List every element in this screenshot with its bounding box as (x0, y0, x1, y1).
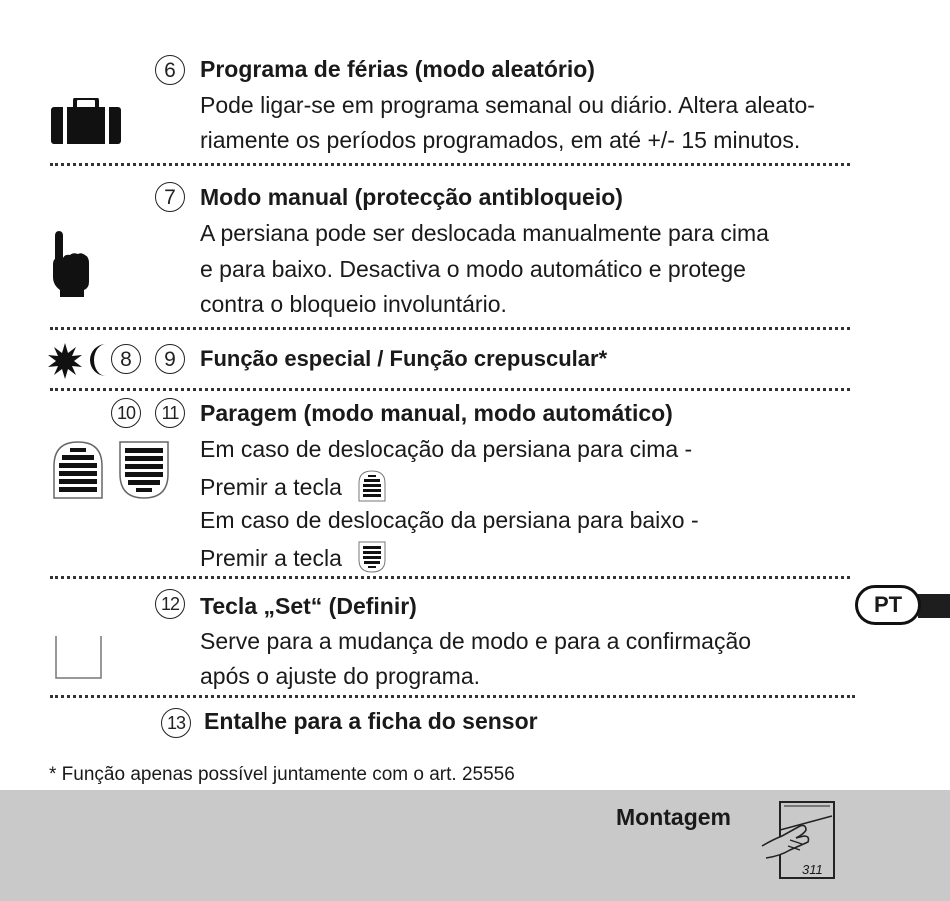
section-10-11-line-3: Em caso de deslocação da persiana para baixo - (200, 507, 699, 533)
section-6-line-1: Pode ligar-se em programa semanal ou diário. Altera aleato- (200, 92, 815, 118)
section-6-line-2: riamente os períodos programados, em até +/- 15 minutos. (200, 127, 801, 153)
item-number-8: 8 (111, 344, 141, 374)
footnote: * Função apenas possível juntamente com o art. 25556 (49, 764, 515, 785)
press-key-label: Premir a tecla (200, 545, 342, 572)
item-number-13: 13 (161, 708, 191, 738)
section-12-title: Tecla „Set“ (Definir) (200, 593, 417, 619)
up-key-icon (52, 440, 104, 505)
item-number-9: 9 (155, 344, 185, 374)
divider (50, 388, 850, 391)
section-12-line-2: após o ajuste do programa. (200, 663, 481, 689)
section-10-11-line-4 (200, 541, 386, 579)
section-7-title: Modo manual (protecção antibloqueio) (200, 184, 623, 210)
divider (50, 695, 855, 698)
section-7-line-2: e para baixo. Desactiva o modo automático e protege (200, 256, 746, 282)
item-number-12: 12 (155, 589, 185, 619)
item-number-10: 10 (111, 398, 141, 428)
divider (50, 327, 850, 330)
down-key-icon (358, 541, 386, 579)
section-6-title: Programa de férias (modo aleatório) (200, 56, 595, 82)
section-10-11-title: Paragem (modo manual, modo automático) (200, 400, 673, 426)
section-7-line-1: A persiana pode ser deslocada manualmente para cima (200, 220, 769, 246)
section-10-11-line-2 (200, 470, 386, 508)
pointing-hand-icon (50, 230, 90, 303)
item-number-11: 11 (155, 398, 185, 428)
item-number-7: 7 (155, 182, 185, 212)
item-number-6: 6 (155, 55, 185, 85)
set-key-icon (55, 636, 102, 684)
language-tab: PT (855, 585, 921, 625)
moon-icon (84, 343, 110, 382)
section-13-title: Entalhe para a ficha do sensor (204, 708, 538, 734)
section-12-line-1: Serve para a mudança de modo e para a confirmação (200, 628, 752, 654)
footer-section-title: Montagem (616, 804, 731, 830)
language-tab-bar (918, 594, 950, 618)
mounting-icon (760, 800, 838, 889)
page-number: 311 (802, 862, 823, 877)
section-7-line-3: contra o bloqueio involuntário. (200, 291, 507, 317)
suitcase-icon (51, 98, 121, 149)
up-key-icon (358, 470, 386, 508)
down-key-icon (118, 440, 170, 505)
footer-band (0, 790, 950, 901)
press-key-label: Premir a tecla (200, 474, 342, 501)
section-10-11-line-1: Em caso de deslocação da persiana para cima - (200, 436, 693, 462)
sun-icon (47, 343, 83, 384)
divider (50, 163, 850, 166)
section-8-9-title: Função especial / Função crepuscular* (200, 346, 608, 371)
divider (50, 576, 850, 579)
